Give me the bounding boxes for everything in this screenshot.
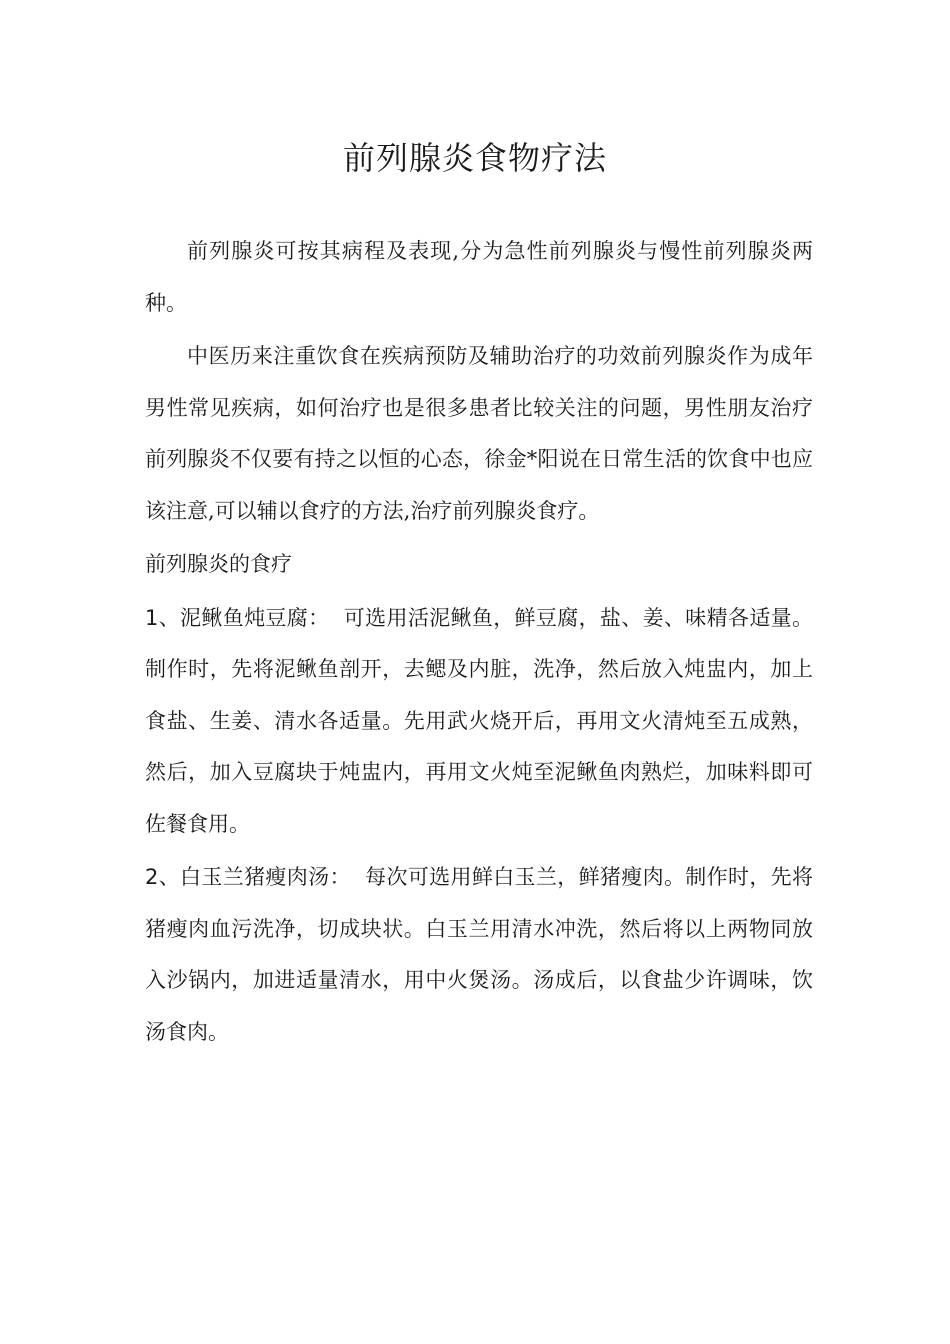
document-body	[145, 226, 813, 1060]
recipe-text: 每次可选用鲜白玉兰，鲜猪瘦肉。制作时，先将猪瘦肉血污洗净，切成块状。白玉兰用清水冲洗，然后将以上两物同放入沙锅内，加进适量清水，用中火煲汤。汤成后，以食盐少许调味，饮汤食肉。	[145, 865, 814, 1044]
recipe-text: 可选用活泥鳅鱼，鲜豆腐，盐、姜、味精各适量。制作时，先将泥鳅鱼剖开，去鳃及内脏，洗净，然后放入炖盅内，加上食盐、生姜、清水各适量。先用武火烧开后，再用文火清炖至五成熟，然后，加入豆腐块于炖盅内，再用文火炖至泥鳅鱼肉熟烂，加味料即可佐餐食用。	[145, 605, 814, 836]
recipe-title: 、白玉兰猪瘦肉汤：	[158, 865, 351, 889]
recipe-item-1	[145, 593, 813, 853]
tcm-paragraph: 中医历来注重饮食在疾病预防及辅助治疗的功效前列腺炎作为成年男性常见疾病，如何治疗也是很多患者比较关注的问题，男性朋友治疗前列腺炎不仅要有持之以恒的心态，徐金*阳说在日常生活的饮食中也应该注意,可以辅以食疗的方法,治疗前列腺炎食疗。	[145, 344, 813, 523]
recipe-item-2	[145, 852, 813, 1060]
intro-paragraph: 前列腺炎可按其病程及表现,分为急性前列腺炎与慢性前列腺炎两种。	[145, 239, 813, 315]
document-title: 前列腺炎食物疗法	[342, 139, 607, 177]
recipe-number: 2	[145, 865, 159, 889]
recipe-number: 1	[145, 605, 159, 630]
recipe-title: 、泥鳅鱼炖豆腐：	[158, 605, 330, 630]
section-heading: 前列腺炎的食疗	[145, 552, 292, 576]
